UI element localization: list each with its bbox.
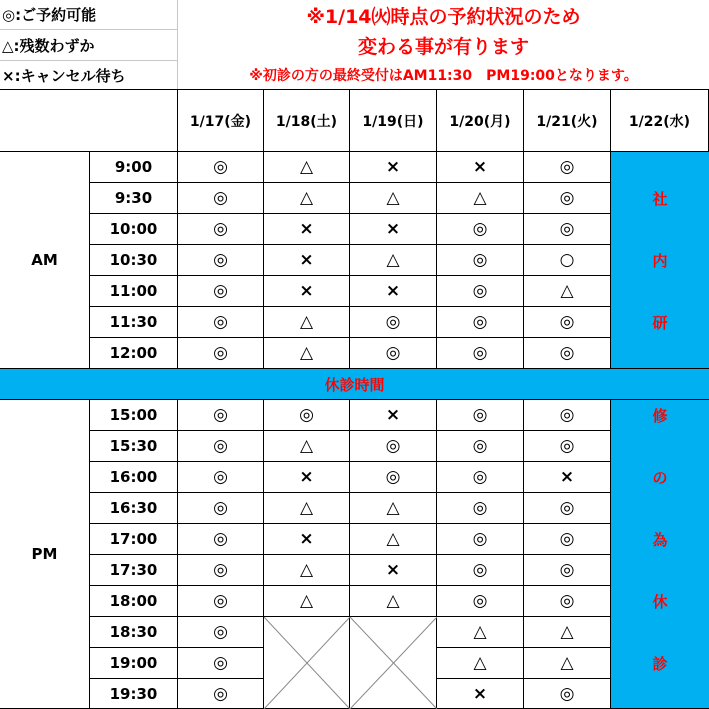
availability-cell: ◎ xyxy=(178,338,264,369)
availability-cell: ◎ xyxy=(178,555,264,586)
availability-cell: ◎ xyxy=(524,493,611,524)
header-corner xyxy=(0,90,178,152)
availability-cell: ◎ xyxy=(437,214,524,245)
legend-item: ×:キャンセル待ち xyxy=(0,61,178,90)
availability-cell: ◎ xyxy=(524,555,611,586)
availability-cell: ◎ xyxy=(524,214,611,245)
availability-cell: × xyxy=(264,214,350,245)
legend-item: △:残数わずか xyxy=(0,30,178,61)
availability-cell: ◎ xyxy=(437,338,524,369)
availability-cell: × xyxy=(264,462,350,493)
availability-cell: ◎ xyxy=(350,338,437,369)
time-cell: 10:30 xyxy=(90,245,178,276)
availability-cell: △ xyxy=(264,307,350,338)
time-cell: 18:00 xyxy=(90,586,178,617)
notice-line-2: 変わる事が有ります xyxy=(357,36,529,58)
legend-item: ◎:ご予約可能 xyxy=(0,0,178,30)
availability-cell: ◎ xyxy=(524,183,611,214)
date-header: 1/19(日) xyxy=(350,90,437,152)
availability-cell: ◎ xyxy=(524,338,611,369)
availability-cell: △ xyxy=(350,245,437,276)
availability-cell: ◎ xyxy=(178,214,264,245)
closed-char: の xyxy=(652,469,668,487)
notice-line-3: ※初診の方の最終受付はAM11:30 PM19:00となります。 xyxy=(178,61,709,90)
availability-cell: × xyxy=(264,524,350,555)
availability-cell: ◎ xyxy=(178,586,264,617)
closed-char: 社 xyxy=(652,190,668,208)
availability-cell: ◎ xyxy=(350,462,437,493)
availability-cell: ○ xyxy=(524,245,611,276)
availability-cell: △ xyxy=(350,493,437,524)
availability-cell: △ xyxy=(264,152,350,183)
availability-cell: △ xyxy=(264,586,350,617)
availability-cell: ◎ xyxy=(524,679,611,709)
availability-cell: ◎ xyxy=(264,400,350,431)
closed-char: 為 xyxy=(652,531,668,549)
availability-cell: ◎ xyxy=(524,586,611,617)
time-cell: 16:00 xyxy=(90,462,178,493)
availability-cell: ◎ xyxy=(524,524,611,555)
availability-cell: ◎ xyxy=(524,307,611,338)
availability-cell: × xyxy=(350,555,437,586)
availability-cell: ◎ xyxy=(178,679,264,709)
availability-cell: ◎ xyxy=(178,431,264,462)
time-cell: 11:30 xyxy=(90,307,178,338)
availability-cell: × xyxy=(437,679,524,709)
time-cell: 15:30 xyxy=(90,431,178,462)
date-header: 1/22(水) xyxy=(611,90,709,152)
time-cell: 16:30 xyxy=(90,493,178,524)
availability-cell: △ xyxy=(264,338,350,369)
availability-cell: ◎ xyxy=(178,493,264,524)
availability-cell: ◎ xyxy=(524,152,611,183)
availability-cell: ◎ xyxy=(178,648,264,679)
availability-cell: △ xyxy=(350,586,437,617)
availability-cell: ◎ xyxy=(350,307,437,338)
availability-cell: △ xyxy=(437,648,524,679)
time-cell: 10:00 xyxy=(90,214,178,245)
availability-cell: × xyxy=(350,152,437,183)
availability-cell: ◎ xyxy=(178,307,264,338)
am-label: AM xyxy=(0,152,90,369)
closed-char: 修 xyxy=(652,407,668,425)
availability-cell: △ xyxy=(350,524,437,555)
availability-cell: × xyxy=(350,400,437,431)
availability-cell: ◎ xyxy=(178,152,264,183)
availability-cell: ◎ xyxy=(178,245,264,276)
notice-line-1: ※1/14㈫時点の予約状況のため xyxy=(306,5,581,28)
unavailable-cross xyxy=(350,617,437,709)
availability-cell: ◎ xyxy=(350,431,437,462)
time-cell: 18:30 xyxy=(90,617,178,648)
closed-char: 休 xyxy=(652,593,668,611)
availability-cell: ◎ xyxy=(178,400,264,431)
availability-cell: × xyxy=(524,462,611,493)
availability-cell: ◎ xyxy=(437,586,524,617)
availability-cell: △ xyxy=(264,183,350,214)
availability-cell: × xyxy=(264,245,350,276)
availability-cell: × xyxy=(437,152,524,183)
availability-cell: × xyxy=(264,276,350,307)
availability-cell: △ xyxy=(524,276,611,307)
availability-cell: △ xyxy=(264,431,350,462)
time-cell: 9:30 xyxy=(90,183,178,214)
availability-cell: △ xyxy=(437,617,524,648)
availability-cell: × xyxy=(350,276,437,307)
availability-cell: ◎ xyxy=(178,462,264,493)
unavailable-cross xyxy=(264,617,350,709)
availability-cell: ◎ xyxy=(178,524,264,555)
availability-cell: ◎ xyxy=(178,276,264,307)
closed-char: 診 xyxy=(652,655,668,673)
time-cell: 19:00 xyxy=(90,648,178,679)
date-header: 1/20(月) xyxy=(437,90,524,152)
availability-cell: △ xyxy=(264,555,350,586)
availability-cell: △ xyxy=(524,617,611,648)
availability-cell: △ xyxy=(437,183,524,214)
availability-cell: ◎ xyxy=(524,431,611,462)
availability-cell: △ xyxy=(350,183,437,214)
time-cell: 17:30 xyxy=(90,555,178,586)
pm-label: PM xyxy=(0,400,90,709)
time-cell: 9:00 xyxy=(90,152,178,183)
availability-cell: △ xyxy=(264,493,350,524)
availability-cell: ◎ xyxy=(437,462,524,493)
time-cell: 11:00 xyxy=(90,276,178,307)
time-cell: 12:00 xyxy=(90,338,178,369)
availability-cell: ◎ xyxy=(437,245,524,276)
availability-cell: ◎ xyxy=(178,183,264,214)
availability-cell: ◎ xyxy=(437,524,524,555)
availability-cell: ◎ xyxy=(437,431,524,462)
availability-cell: △ xyxy=(524,648,611,679)
date-header: 1/21(火) xyxy=(524,90,611,152)
availability-cell: ◎ xyxy=(437,493,524,524)
availability-cell: ◎ xyxy=(437,307,524,338)
date-header: 1/18(土) xyxy=(264,90,350,152)
availability-cell: × xyxy=(350,214,437,245)
time-cell: 19:30 xyxy=(90,679,178,709)
availability-cell: ◎ xyxy=(524,400,611,431)
date-header: 1/17(金) xyxy=(178,90,264,152)
closed-char: 内 xyxy=(652,252,668,270)
time-cell: 17:00 xyxy=(90,524,178,555)
availability-cell: ◎ xyxy=(437,276,524,307)
availability-cell: ◎ xyxy=(437,400,524,431)
availability-cell: ◎ xyxy=(437,555,524,586)
closed-char: 研 xyxy=(652,314,668,332)
break-row: 休診時間 xyxy=(0,369,709,400)
availability-cell: ◎ xyxy=(178,617,264,648)
time-cell: 15:00 xyxy=(90,400,178,431)
